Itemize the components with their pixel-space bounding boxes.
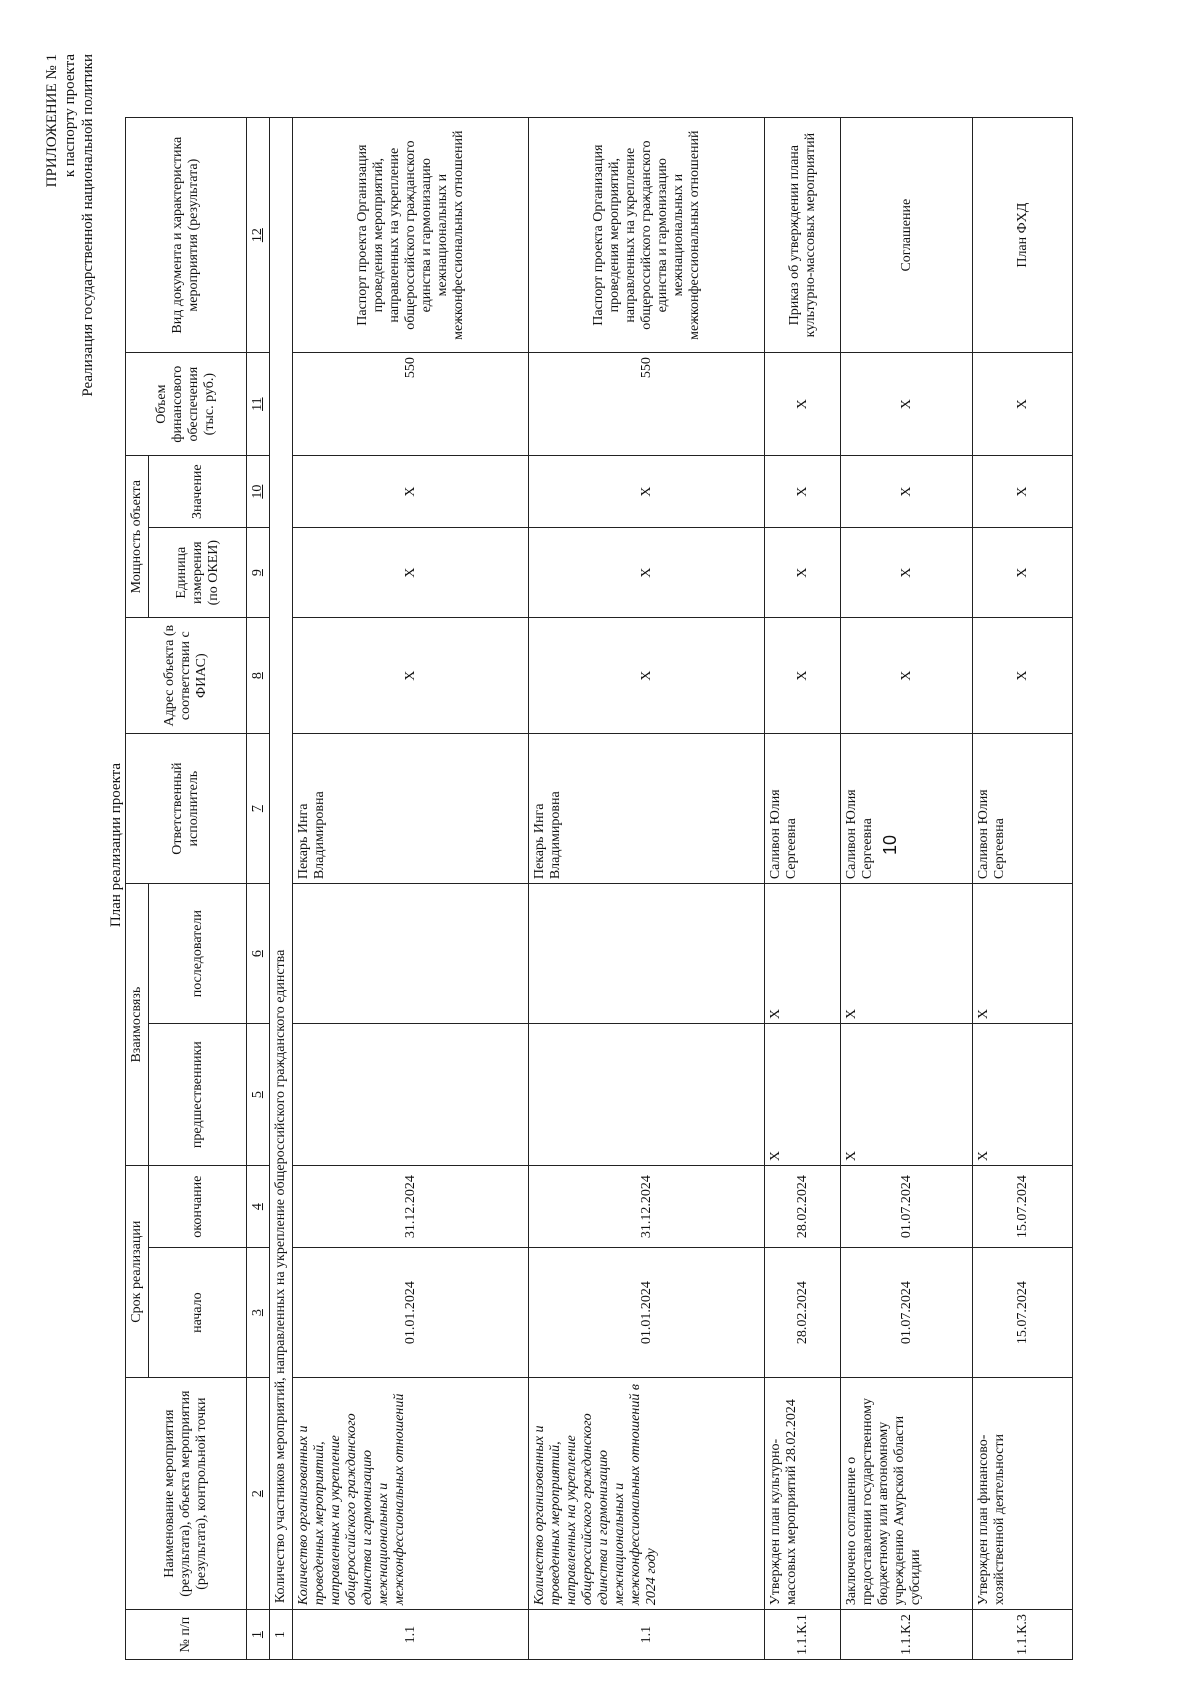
row-end: 31.12.2024 bbox=[293, 1166, 529, 1248]
header-unit: Единица измерения (по ОКЕИ) bbox=[149, 528, 247, 618]
row-address: Х bbox=[841, 618, 973, 734]
row-responsible: Пекарь Инга Владимировна bbox=[529, 734, 765, 884]
row-start: 01.01.2024 bbox=[529, 1248, 765, 1378]
row-funding: 550 bbox=[293, 353, 529, 456]
col-number-8: 8 bbox=[247, 618, 270, 734]
row-successors: Х bbox=[765, 884, 841, 1024]
table-row bbox=[293, 118, 529, 1660]
header-funding: Объем финансового обеспечения (тыс. руб.) bbox=[126, 353, 247, 456]
header-responsible: Ответственный исполнитель bbox=[126, 734, 247, 884]
row-successors: Х bbox=[973, 884, 1073, 1024]
col-number-11: 11 bbox=[247, 353, 270, 456]
header-address: Адрес объекта (в соответствии с ФИАС) bbox=[126, 618, 247, 734]
col-number-6: 6 bbox=[247, 884, 270, 1024]
header-name: Наименование мероприятия (результата), объекта мероприятия (результата), контрольной точки bbox=[126, 1378, 247, 1610]
appendix-project-name: Реализация государственной национальной политики bbox=[80, 54, 96, 397]
row-name: Количество организованных и проведенных мероприятий, направленных на укрепление общероссийского гражданского единства и гармонизацию межнациональных и межконфессиональных отношений bbox=[293, 1378, 529, 1610]
row-doc: Паспорт проекта Организация проведения мероприятий, направленных на укрепление общероссийского гражданского единства и гармонизацию межнациональных и межконфессиональных отношений bbox=[293, 118, 529, 353]
row-predecessors bbox=[529, 1024, 765, 1166]
col-number-12: 12 bbox=[247, 118, 270, 353]
appendix-title: ПРИЛОЖЕНИЕ № 1 bbox=[44, 54, 60, 188]
row-end: 31.12.2024 bbox=[529, 1166, 765, 1248]
row-funding: Х bbox=[765, 353, 841, 456]
col-number-10: 10 bbox=[247, 456, 270, 528]
row-unit: Х bbox=[765, 528, 841, 618]
header-term-group: Срок реализации bbox=[126, 1166, 149, 1378]
col-number-9: 9 bbox=[247, 528, 270, 618]
row-name: Заключено соглашение о предоставлении государственному бюджетному или автономному учреждению Амурской области субсидии bbox=[841, 1378, 973, 1610]
row-num: 1.1 bbox=[293, 1610, 529, 1660]
plan-title: План реализации проекта bbox=[108, 762, 124, 928]
header-term-start: начало bbox=[149, 1248, 247, 1378]
row-unit: Х bbox=[841, 528, 973, 618]
row-address: Х bbox=[293, 618, 529, 734]
table-row bbox=[529, 118, 765, 1660]
section-num: 1 bbox=[270, 1610, 293, 1660]
row-address: Х bbox=[529, 618, 765, 734]
row-responsible: Саливон Юлия Сергеевна bbox=[973, 734, 1073, 884]
row-end: 01.07.2024 bbox=[841, 1166, 973, 1248]
row-funding: 550 bbox=[529, 353, 765, 456]
row-funding: Х bbox=[973, 353, 1073, 456]
row-start: 15.07.2024 bbox=[973, 1248, 1073, 1378]
row-num: 1.1 bbox=[529, 1610, 765, 1660]
col-number-5: 5 bbox=[247, 1024, 270, 1166]
header-value: Значение bbox=[149, 456, 247, 528]
table-row bbox=[765, 118, 841, 1660]
col-number-3: 3 bbox=[247, 1248, 270, 1378]
row-start: 28.02.2024 bbox=[765, 1248, 841, 1378]
row-unit: Х bbox=[973, 528, 1073, 618]
row-end: 15.07.2024 bbox=[973, 1166, 1073, 1248]
col-number-1: 1 bbox=[247, 1610, 270, 1660]
row-doc: Паспорт проекта Организация проведения мероприятий, направленных на укрепление общероссийского гражданского единства и гармонизацию межнациональных и межконфессиональных отношений bbox=[529, 118, 765, 353]
implementation-plan-table bbox=[125, 117, 1073, 1660]
header-successors: последователи bbox=[149, 884, 247, 1024]
row-num: 1.1.К.1 bbox=[765, 1610, 841, 1660]
header-predecessors: предшественники bbox=[149, 1024, 247, 1166]
row-value: Х bbox=[973, 456, 1073, 528]
row-unit: Х bbox=[293, 528, 529, 618]
row-name: Количество организованных и проведенных мероприятий, направленных на укрепление общероссийского гражданского единства и гармонизацию межнациональных и межконфессиональных отношений в 2024 году bbox=[529, 1378, 765, 1610]
row-doc: Соглашение bbox=[841, 118, 973, 353]
row-funding: Х bbox=[841, 353, 973, 456]
row-predecessors: Х bbox=[765, 1024, 841, 1166]
row-responsible: Саливон Юлия Сергеевна bbox=[765, 734, 841, 884]
row-predecessors bbox=[293, 1024, 529, 1166]
section-title: Количество участников мероприятий, направленных на укрепление общероссийского гражданского единства bbox=[270, 118, 293, 1610]
col-number-7: 7 bbox=[247, 734, 270, 884]
row-value: Х bbox=[529, 456, 765, 528]
row-doc: План ФХД bbox=[973, 118, 1073, 353]
row-successors: Х bbox=[841, 884, 973, 1024]
row-value: Х bbox=[841, 456, 973, 528]
col-number-2: 2 bbox=[247, 1378, 270, 1610]
row-start: 01.07.2024 bbox=[841, 1248, 973, 1378]
row-value: Х bbox=[293, 456, 529, 528]
header-doc: Вид документа и характеристика мероприятия (результата) bbox=[126, 118, 247, 353]
header-num: № п/п bbox=[126, 1610, 247, 1660]
row-predecessors: Х bbox=[973, 1024, 1073, 1166]
row-name: Утвержден план культурно-массовых мероприятий 28.02.2024 bbox=[765, 1378, 841, 1610]
row-successors bbox=[293, 884, 529, 1024]
row-successors bbox=[529, 884, 765, 1024]
row-end: 28.02.2024 bbox=[765, 1166, 841, 1248]
header-term-end: окончание bbox=[149, 1166, 247, 1248]
row-start: 01.01.2024 bbox=[293, 1248, 529, 1378]
row-address: Х bbox=[765, 618, 841, 734]
table-row bbox=[973, 118, 1073, 1660]
row-name: Утвержден план финансово-хозяйственной деятельности bbox=[973, 1378, 1073, 1610]
row-num: 1.1.К.3 bbox=[973, 1610, 1073, 1660]
row-predecessors: Х bbox=[841, 1024, 973, 1166]
row-responsible: Пекарь Инга Владимировна bbox=[293, 734, 529, 884]
appendix-subtitle: к паспорту проекта bbox=[62, 54, 78, 178]
header-link-group: Взаимосвязь bbox=[126, 884, 149, 1166]
row-value: Х bbox=[765, 456, 841, 528]
row-unit: Х bbox=[529, 528, 765, 618]
col-number-4: 4 bbox=[247, 1166, 270, 1248]
row-address: Х bbox=[973, 618, 1073, 734]
row-doc: Приказ об утверждении плана культурно-массовых мероприятий bbox=[765, 118, 841, 353]
row-responsible: Саливон Юлия Сергеевна bbox=[841, 734, 973, 884]
table-row bbox=[841, 118, 973, 1660]
header-capacity-group: Мощность объекта bbox=[126, 456, 149, 618]
page-number: 10 bbox=[880, 834, 900, 856]
section-row bbox=[270, 118, 293, 1660]
row-num: 1.1.К.2 bbox=[841, 1610, 973, 1660]
